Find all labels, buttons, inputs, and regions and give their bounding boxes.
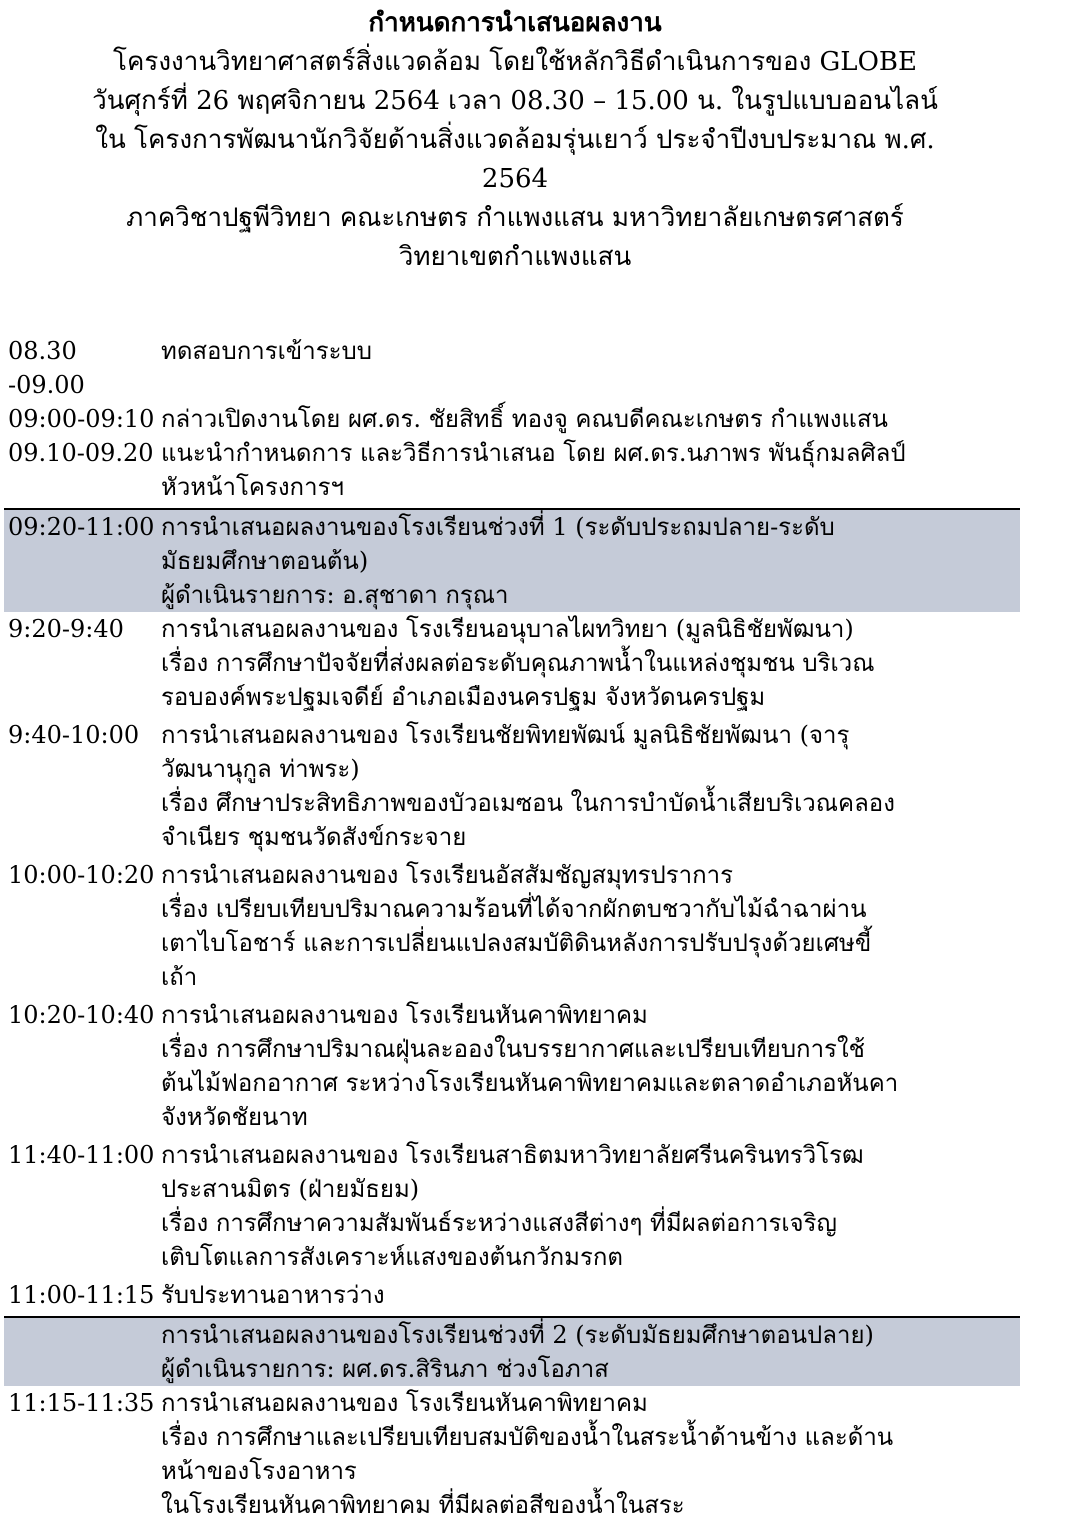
schedule-line: เรื่อง การศึกษาและเปรียบเทียบสมบัติของน้ำในสระน้ำด้านข้าง และด้าน — [161, 1423, 894, 1451]
schedule-line: ผู้ดำเนินรายการ: ผศ.ดร.สิรินภา ช่วงโอภาส — [161, 1355, 609, 1383]
department: ภาควิชาปฐพีวิทยา คณะเกษตร กำแพงแสน มหาวิทยาลัยเกษตรศาสตร์ — [126, 203, 904, 233]
schedule-line: การนำเสนอผลงานของโรงเรียนช่วงที่ 1 (ระดับประถมปลาย-ระดับ — [161, 513, 835, 541]
session-header-row — [4, 508, 1020, 612]
schedule-time: 11:40-11:00 — [8, 1141, 155, 1169]
schedule-line: เรื่อง เปรียบเทียบปริมาณความร้อนที่ได้จากผักตบชวากับไม้ฉำฉาผ่าน — [161, 895, 867, 923]
schedule-line: การนำเสนอผลงานของ โรงเรียนชัยพิทยพัฒน์ มูลนิธิชัยพัฒนา (จารุ — [161, 721, 850, 749]
schedule-row — [4, 998, 1020, 1138]
schedule-line: ผู้ดำเนินรายการ: อ.สุชาดา กรุณา — [161, 581, 509, 609]
schedule-time: 11:00-11:15 — [8, 1281, 155, 1309]
schedule-line: เถ้า — [161, 963, 198, 991]
schedule-content — [161, 1278, 1020, 1312]
schedule-line: จำเนียร ชุมชนวัดสังข์กระจาย — [161, 823, 467, 851]
schedule-time: 09.10-09.20 — [8, 439, 154, 467]
schedule-line: กล่าวเปิดงานโดย ผศ.ดร. ชัยสิทธิ์ ทองจู คณบดีคณะเกษตร กำแพงแสน — [161, 405, 888, 433]
schedule-time: 09:20-11:00 — [8, 513, 155, 541]
schedule-line: วัฒนานุกูล ท่าพระ) — [161, 755, 360, 783]
document-header — [0, 4, 1030, 277]
session-header-row — [4, 1316, 1020, 1386]
schedule-line: ประสานมิตร (ฝ่ายมัธยม) — [161, 1175, 420, 1203]
schedule-line: การนำเสนอผลงานของโรงเรียนช่วงที่ 2 (ระดับมัธยมศึกษาตอนปลาย) — [161, 1321, 874, 1349]
schedule-content — [161, 612, 1020, 714]
schedule-time: 10:20-10:40 — [8, 1001, 155, 1029]
schedule-line: การนำเสนอผลงานของ โรงเรียนสาธิตมหาวิทยาลัยศรีนครินทรวิโรฒ — [161, 1141, 864, 1169]
schedule-line: การนำเสนอผลงานของ โรงเรียนหันคาพิทยาคม — [161, 1001, 648, 1029]
schedule-line: เรื่อง การศึกษาความสัมพันธ์ระหว่างแสงสีต่างๆ ที่มีผลต่อการเจริญ — [161, 1209, 837, 1237]
schedule-time — [4, 1318, 161, 1386]
schedule-line: การนำเสนอผลงานของ โรงเรียนหันคาพิทยาคม — [161, 1389, 648, 1417]
schedule-row — [4, 334, 1020, 402]
schedule-time: 11:15-11:35 — [8, 1389, 155, 1417]
schedule-content — [161, 510, 1020, 612]
schedule-time: 9:20-9:40 — [8, 615, 124, 643]
schedule-content — [161, 1138, 1020, 1274]
schedule-line: มัธยมศึกษาตอนต้น) — [161, 547, 369, 575]
schedule-content — [161, 402, 1020, 436]
schedule-content — [161, 998, 1020, 1134]
schedule-time: 10:00-10:20 — [8, 861, 155, 889]
schedule-row — [4, 612, 1020, 718]
project-title: โครงงานวิทยาศาสตร์สิ่งแวดล้อม โดยใช้หลักวิธีดำเนินการของ GLOBE — [113, 47, 917, 77]
schedule-line: จังหวัดชัยนาท — [161, 1103, 308, 1131]
schedule-time: 9:40-10:00 — [8, 721, 140, 749]
schedule-line: รับประทานอาหารว่าง — [161, 1281, 385, 1309]
schedule-line: รอบองค์พระปฐมเจดีย์ อำเภอเมืองนครปฐม จังหวัดนครปฐม — [161, 683, 766, 711]
schedule-row — [4, 718, 1020, 858]
schedule-line: หัวหน้าโครงการฯ — [161, 473, 344, 501]
schedule-time: 08.30 -09.00 — [8, 337, 85, 399]
schedule-line: หน้าของโรงอาหาร — [161, 1457, 357, 1485]
schedule-content — [161, 718, 1020, 854]
schedule-content — [161, 1318, 1020, 1386]
schedule-line: แนะนำกำหนดการ และวิธีการนำเสนอ โดย ผศ.ดร.นภาพร พันธุ์กมลศิลป์ — [161, 439, 906, 467]
schedule-content — [161, 334, 1020, 402]
schedule-line: การนำเสนอผลงานของ โรงเรียนอนุบาลไผทวิทยา (มูลนิธิชัยพัฒนา) — [161, 615, 854, 643]
schedule-line: การนำเสนอผลงานของ โรงเรียนอัสสัมชัญสมุทรปราการ — [161, 861, 734, 889]
schedule-line: เติบโตแลการสังเคราะห์แสงของต้นกวักมรกต — [161, 1243, 624, 1271]
schedule-time: 09:00-09:10 — [8, 405, 155, 433]
schedule-line: เรื่อง การศึกษาปริมาณฝุ่นละอองในบรรยากาศและเปรียบเทียบการใช้ — [161, 1035, 865, 1063]
campus: วิทยาเขตกำแพงแสน — [398, 242, 632, 272]
schedule-table — [4, 334, 1020, 1522]
schedule-row — [4, 1386, 1020, 1522]
budget-year: 2564 — [481, 164, 549, 194]
schedule-line: เตาไบโอชาร์ และการเปลี่ยนแปลงสมบัติดินหลังการปรับปรุงด้วยเศษขี้ — [161, 929, 872, 957]
schedule-line: ต้นไม้ฟอกอากาศ ระหว่างโรงเรียนหันคาพิทยาคมและตลาดอำเภอหันคา — [161, 1069, 899, 1097]
schedule-row — [4, 402, 1020, 436]
schedule-row — [4, 436, 1020, 508]
event-date: วันศุกร์ที่ 26 พฤศจิกายน 2564 เวลา 08.30 – 15.00 น. ในรูปแบบออนไลน์ — [92, 86, 938, 116]
program-name: ใน โครงการพัฒนานักวิจัยด้านสิ่งแวดล้อมรุ่นเยาว์ ประจำปีงบประมาณ พ.ศ. — [95, 125, 935, 155]
schedule-line: เรื่อง ศึกษาประสิทธิภาพของบัวอเมซอน ในการบำบัดน้ำเสียบริเวณคลอง — [161, 789, 895, 817]
schedule-content — [161, 858, 1020, 994]
schedule-line: ทดสอบการเข้าระบบ — [161, 337, 372, 365]
schedule-line: เรื่อง การศึกษาปัจจัยที่ส่งผลต่อระดับคุณภาพน้ำในแหล่งชุมชน บริเวณ — [161, 649, 875, 677]
schedule-row — [4, 858, 1020, 998]
schedule-content — [161, 1386, 1020, 1522]
schedule-line: ในโรงเรียนหันคาพิทยาคม ที่มีผลต่อสีของน้ำในสระ — [161, 1491, 685, 1519]
schedule-content — [161, 436, 1020, 504]
schedule-row — [4, 1278, 1020, 1316]
page-title: กำหนดการนำเสนอผลงาน — [368, 8, 662, 38]
schedule-row — [4, 1138, 1020, 1278]
